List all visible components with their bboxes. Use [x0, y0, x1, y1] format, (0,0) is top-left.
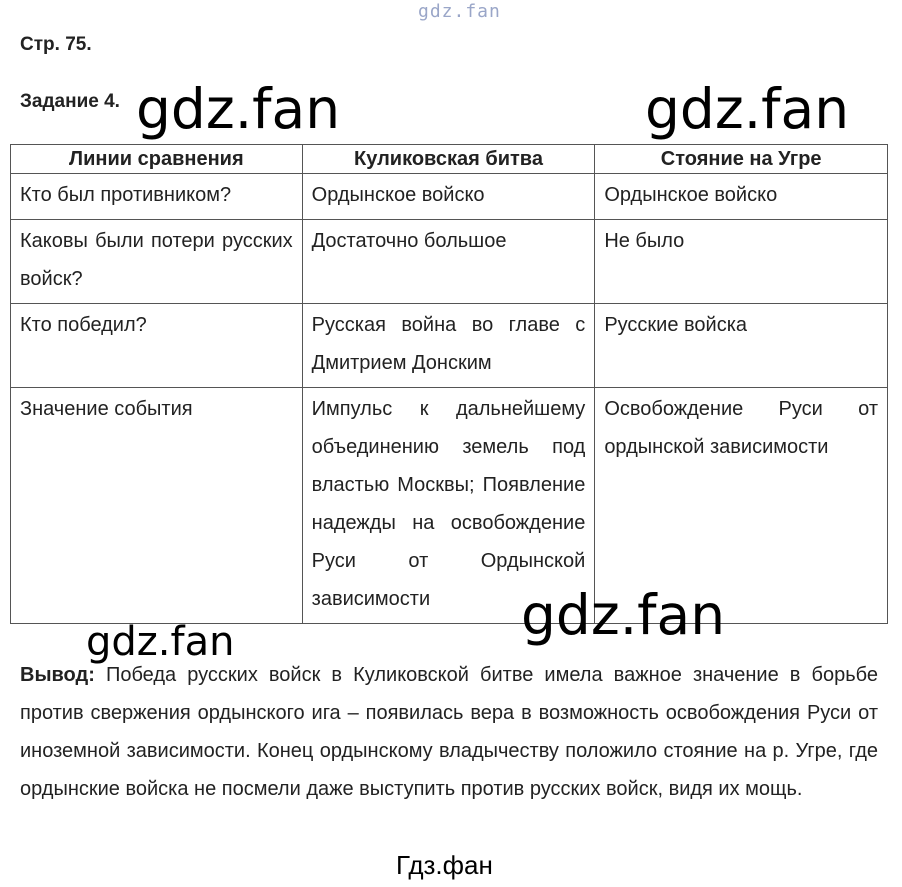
- table-cell: Достаточно большое: [302, 220, 595, 304]
- table-row: [11, 304, 888, 388]
- conclusion-paragraph: [20, 656, 878, 808]
- table-cell: Освобождение Руси от ордынской зависимости: [595, 388, 888, 624]
- footer-watermark: Гдз.фан: [396, 850, 493, 880]
- table-cell: Кто был противником?: [11, 174, 303, 220]
- table-cell: Значение события: [11, 388, 303, 624]
- table-cell: Русская война во главе с Дмитрием Донским: [302, 304, 595, 388]
- page-number: Стр. 75.: [20, 34, 92, 55]
- column-header: Линии сравнения: [11, 145, 303, 174]
- table-header-row: [11, 145, 888, 174]
- table-cell: Каковы были потери русских войск?: [11, 220, 303, 304]
- table-cell: Кто победил?: [11, 304, 303, 388]
- table-cell: Импульс к дальнейшему объединению земель под властью Москвы; Появление надежды на освобождение Руси от Ордынской зависимости: [302, 388, 595, 624]
- table-cell: Русские войска: [595, 304, 888, 388]
- watermark: gdz.fan: [86, 619, 235, 665]
- conclusion-text: Победа русских войск в Куликовской битве имела важное значение в борьбе против свержения ордынского ига – появилась вера в возможность освобождения Руси от иноземной зависимости. Конец ордынскому владычеству положило стояние на р. Угре, где ордынские войска не посмели даже выступить против русских войск, видя их мощь.: [20, 664, 878, 800]
- column-header: Куликовская битва: [302, 145, 595, 174]
- task-title: Задание 4.: [20, 91, 120, 112]
- table-row: [11, 388, 888, 624]
- watermark: gdz.fan: [136, 77, 341, 141]
- table-row: [11, 220, 888, 304]
- table-row: [11, 174, 888, 220]
- watermark: gdz.fan: [645, 77, 850, 141]
- conclusion-label: Вывод:: [20, 664, 95, 686]
- table-cell: Не было: [595, 220, 888, 304]
- comparison-table: [10, 144, 888, 624]
- table-cell: Ордынское войско: [302, 174, 595, 220]
- column-header: Стояние на Угре: [595, 145, 888, 174]
- watermark-top: gdz.fan: [418, 1, 501, 22]
- watermark: gdz.fan: [521, 583, 726, 647]
- table-cell: Ордынское войско: [595, 174, 888, 220]
